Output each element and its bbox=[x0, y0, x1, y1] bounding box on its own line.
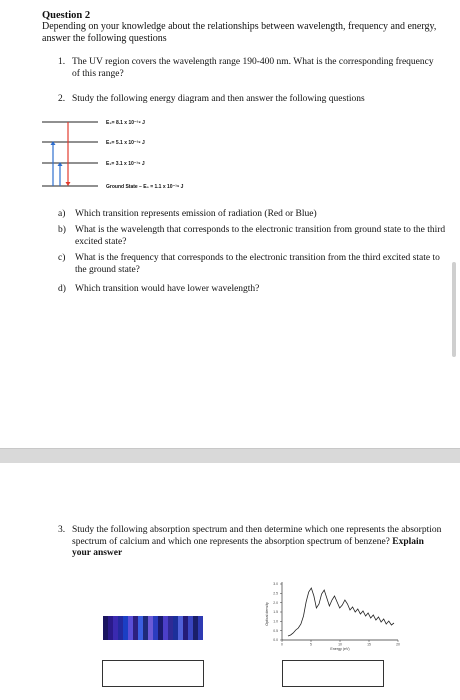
plot-y-tick-label: 2.5 bbox=[273, 591, 278, 596]
plot-ylabel: Optical density bbox=[265, 602, 269, 626]
subquestion-letter: a) bbox=[58, 209, 66, 219]
plot-y-tick-label: 0.5 bbox=[273, 628, 278, 633]
plot-trace-line bbox=[288, 588, 394, 636]
plot-x-tick-label: 20 bbox=[396, 642, 400, 647]
answer-box-left[interactable] bbox=[102, 660, 204, 687]
absorption-spectrum-calcium-bands bbox=[103, 616, 203, 640]
energy-level-label: E₁= 3.1 x 10⁻¹⁹ J bbox=[106, 161, 145, 167]
plot-x-tick-label: 0 bbox=[281, 642, 283, 647]
plot-y-tick-label: 1.0 bbox=[273, 619, 278, 624]
item-text: Study the following absorption spectrum and then determine which one represents the absorption spectrum of calcium and which one represents the absorption spectrum of bbox=[72, 525, 442, 547]
plot-y-tick-label: 0.0 bbox=[273, 638, 278, 643]
plot-y-tick-label: 3.0 bbox=[273, 582, 278, 587]
item-text-end: benzene? bbox=[354, 536, 390, 547]
answer-box-right[interactable] bbox=[282, 660, 384, 687]
subquestion-text: What is the wavelength that corresponds to the electronic transition from ground state to the third excited state? bbox=[75, 225, 446, 247]
subquestion-text: Which transition would have lower wavelength? bbox=[75, 284, 260, 294]
subquestion-text: Which transition represents emission of radiation (Red or Blue) bbox=[75, 209, 317, 219]
absorption-spectrum-plot bbox=[258, 578, 408, 653]
item-number: 2. bbox=[58, 94, 66, 104]
spectrum-band bbox=[198, 616, 203, 640]
plot-x-tick-label: 10 bbox=[338, 642, 342, 647]
item-number: 3. bbox=[58, 525, 66, 535]
subquestion-letter: d) bbox=[58, 284, 66, 294]
energy-level-diagram bbox=[40, 118, 184, 195]
plot-y-tick-label: 1.5 bbox=[273, 610, 278, 615]
energy-level-label: E₂= 5.1 x 10⁻¹⁹ J bbox=[106, 140, 145, 146]
question-intro: Depending on your knowledge about the relationships between wavelength, frequency and energy, answer the following questions bbox=[42, 21, 437, 44]
scrollbar-thumb[interactable] bbox=[452, 262, 456, 357]
plot-y-tick-label: 2.0 bbox=[273, 600, 278, 605]
energy-level-lines bbox=[40, 118, 102, 190]
page-separator bbox=[0, 448, 460, 464]
emission-arrowhead bbox=[66, 182, 71, 186]
question-title: Question 2 bbox=[42, 10, 91, 21]
plot-x-tick-label: 15 bbox=[367, 642, 371, 647]
subquestion-letter: c) bbox=[58, 253, 66, 263]
plot-x-tick-label: 5 bbox=[310, 642, 312, 647]
energy-level-label: Ground State – E₀ = 1.1 x 10⁻¹⁹ J bbox=[106, 184, 184, 190]
item-text-bold: Explain your answer bbox=[72, 536, 424, 558]
item-text: Study the following energy diagram and then answer the following questions bbox=[72, 94, 365, 104]
item-text: The UV region covers the wavelength range 190-400 nm. What is the corresponding frequency of this range? bbox=[72, 57, 434, 79]
energy-level-label: E₃= 8.1 x 10⁻¹⁹ J bbox=[106, 120, 145, 126]
item-number: 1. bbox=[58, 57, 66, 67]
subquestion-letter: b) bbox=[58, 225, 66, 235]
subquestion-text: What is the frequency that corresponds to the electronic transition from the third excited state to the ground state? bbox=[75, 253, 440, 275]
plot-xlabel: Energy (eV) bbox=[330, 647, 350, 651]
